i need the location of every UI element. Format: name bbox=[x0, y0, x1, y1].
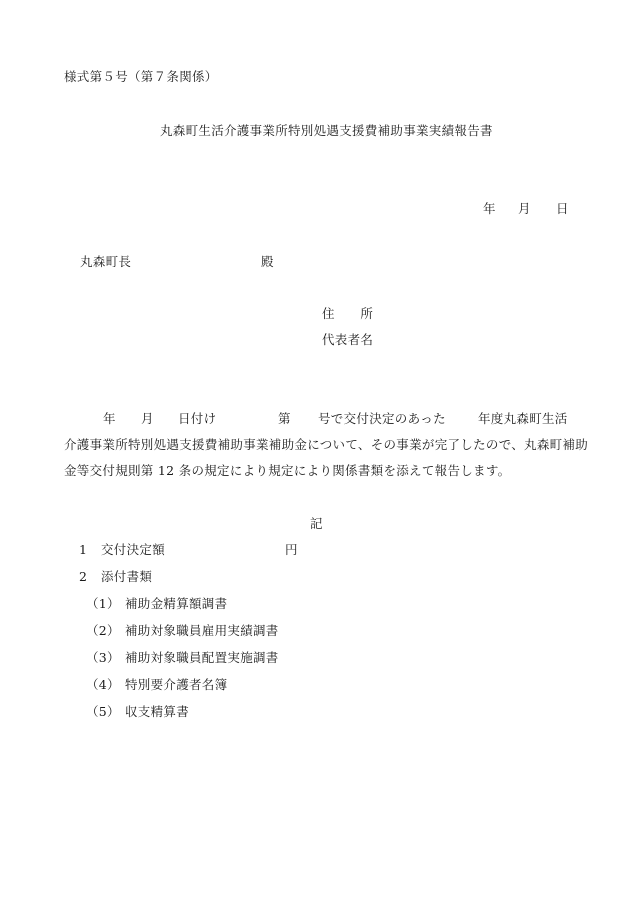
body-year: 年 bbox=[103, 411, 116, 426]
applicant-address-label: 住 所 bbox=[322, 306, 374, 321]
document-title: 丸森町生活介護事業所特別処遇支援費補助事業実績報告書 bbox=[160, 123, 493, 138]
ki-heading: 記 bbox=[310, 516, 323, 531]
attachment-4-number: （4） bbox=[86, 677, 120, 692]
attachment-5-number: （5） bbox=[86, 704, 120, 719]
date-month: 月 bbox=[518, 201, 531, 216]
body-month: 月 bbox=[141, 411, 154, 426]
attachment-3-number: （3） bbox=[86, 650, 120, 665]
attachment-2-text: 補助対象職員雇用実績調書 bbox=[125, 623, 279, 638]
item1-unit: 円 bbox=[285, 542, 298, 557]
body-fiscal: 年度丸森町生活 bbox=[478, 411, 568, 426]
date-day: 日 bbox=[556, 201, 569, 216]
attachment-1-text: 補助金精算額調書 bbox=[125, 596, 228, 611]
attachment-4-text: 特別要介護者名簿 bbox=[125, 677, 228, 692]
attachment-5-text: 収支精算書 bbox=[125, 704, 190, 719]
body-line-2: 介護事業所特別処遇支援費補助事業補助金について、その事業が完了したので、丸森町補助 bbox=[64, 437, 589, 452]
body-decision: 号で交付決定のあった bbox=[318, 411, 446, 426]
attachment-2-number: （2） bbox=[86, 623, 120, 638]
date-year: 年 bbox=[483, 201, 496, 216]
applicant-rep-label: 代表者名 bbox=[322, 332, 374, 347]
addressee-honorific: 殿 bbox=[261, 254, 274, 269]
body-no: 第 bbox=[278, 411, 291, 426]
attachment-3-text: 補助対象職員配置実施調書 bbox=[125, 650, 279, 665]
body-line-3: 金等交付規則第 12 条の規定により規定により関係書類を添えて報告します。 bbox=[64, 463, 511, 478]
body-dated: 日付け bbox=[178, 411, 217, 426]
item2-number: 2 bbox=[79, 569, 88, 584]
form-number: 様式第５号（第７条関係） bbox=[64, 69, 218, 84]
item1-number: 1 bbox=[79, 542, 88, 557]
addressee-name: 丸森町長 bbox=[80, 254, 132, 269]
attachment-1-number: （1） bbox=[86, 596, 120, 611]
item1-label: 交付決定額 bbox=[101, 542, 166, 557]
item2-label: 添付書類 bbox=[101, 569, 153, 584]
